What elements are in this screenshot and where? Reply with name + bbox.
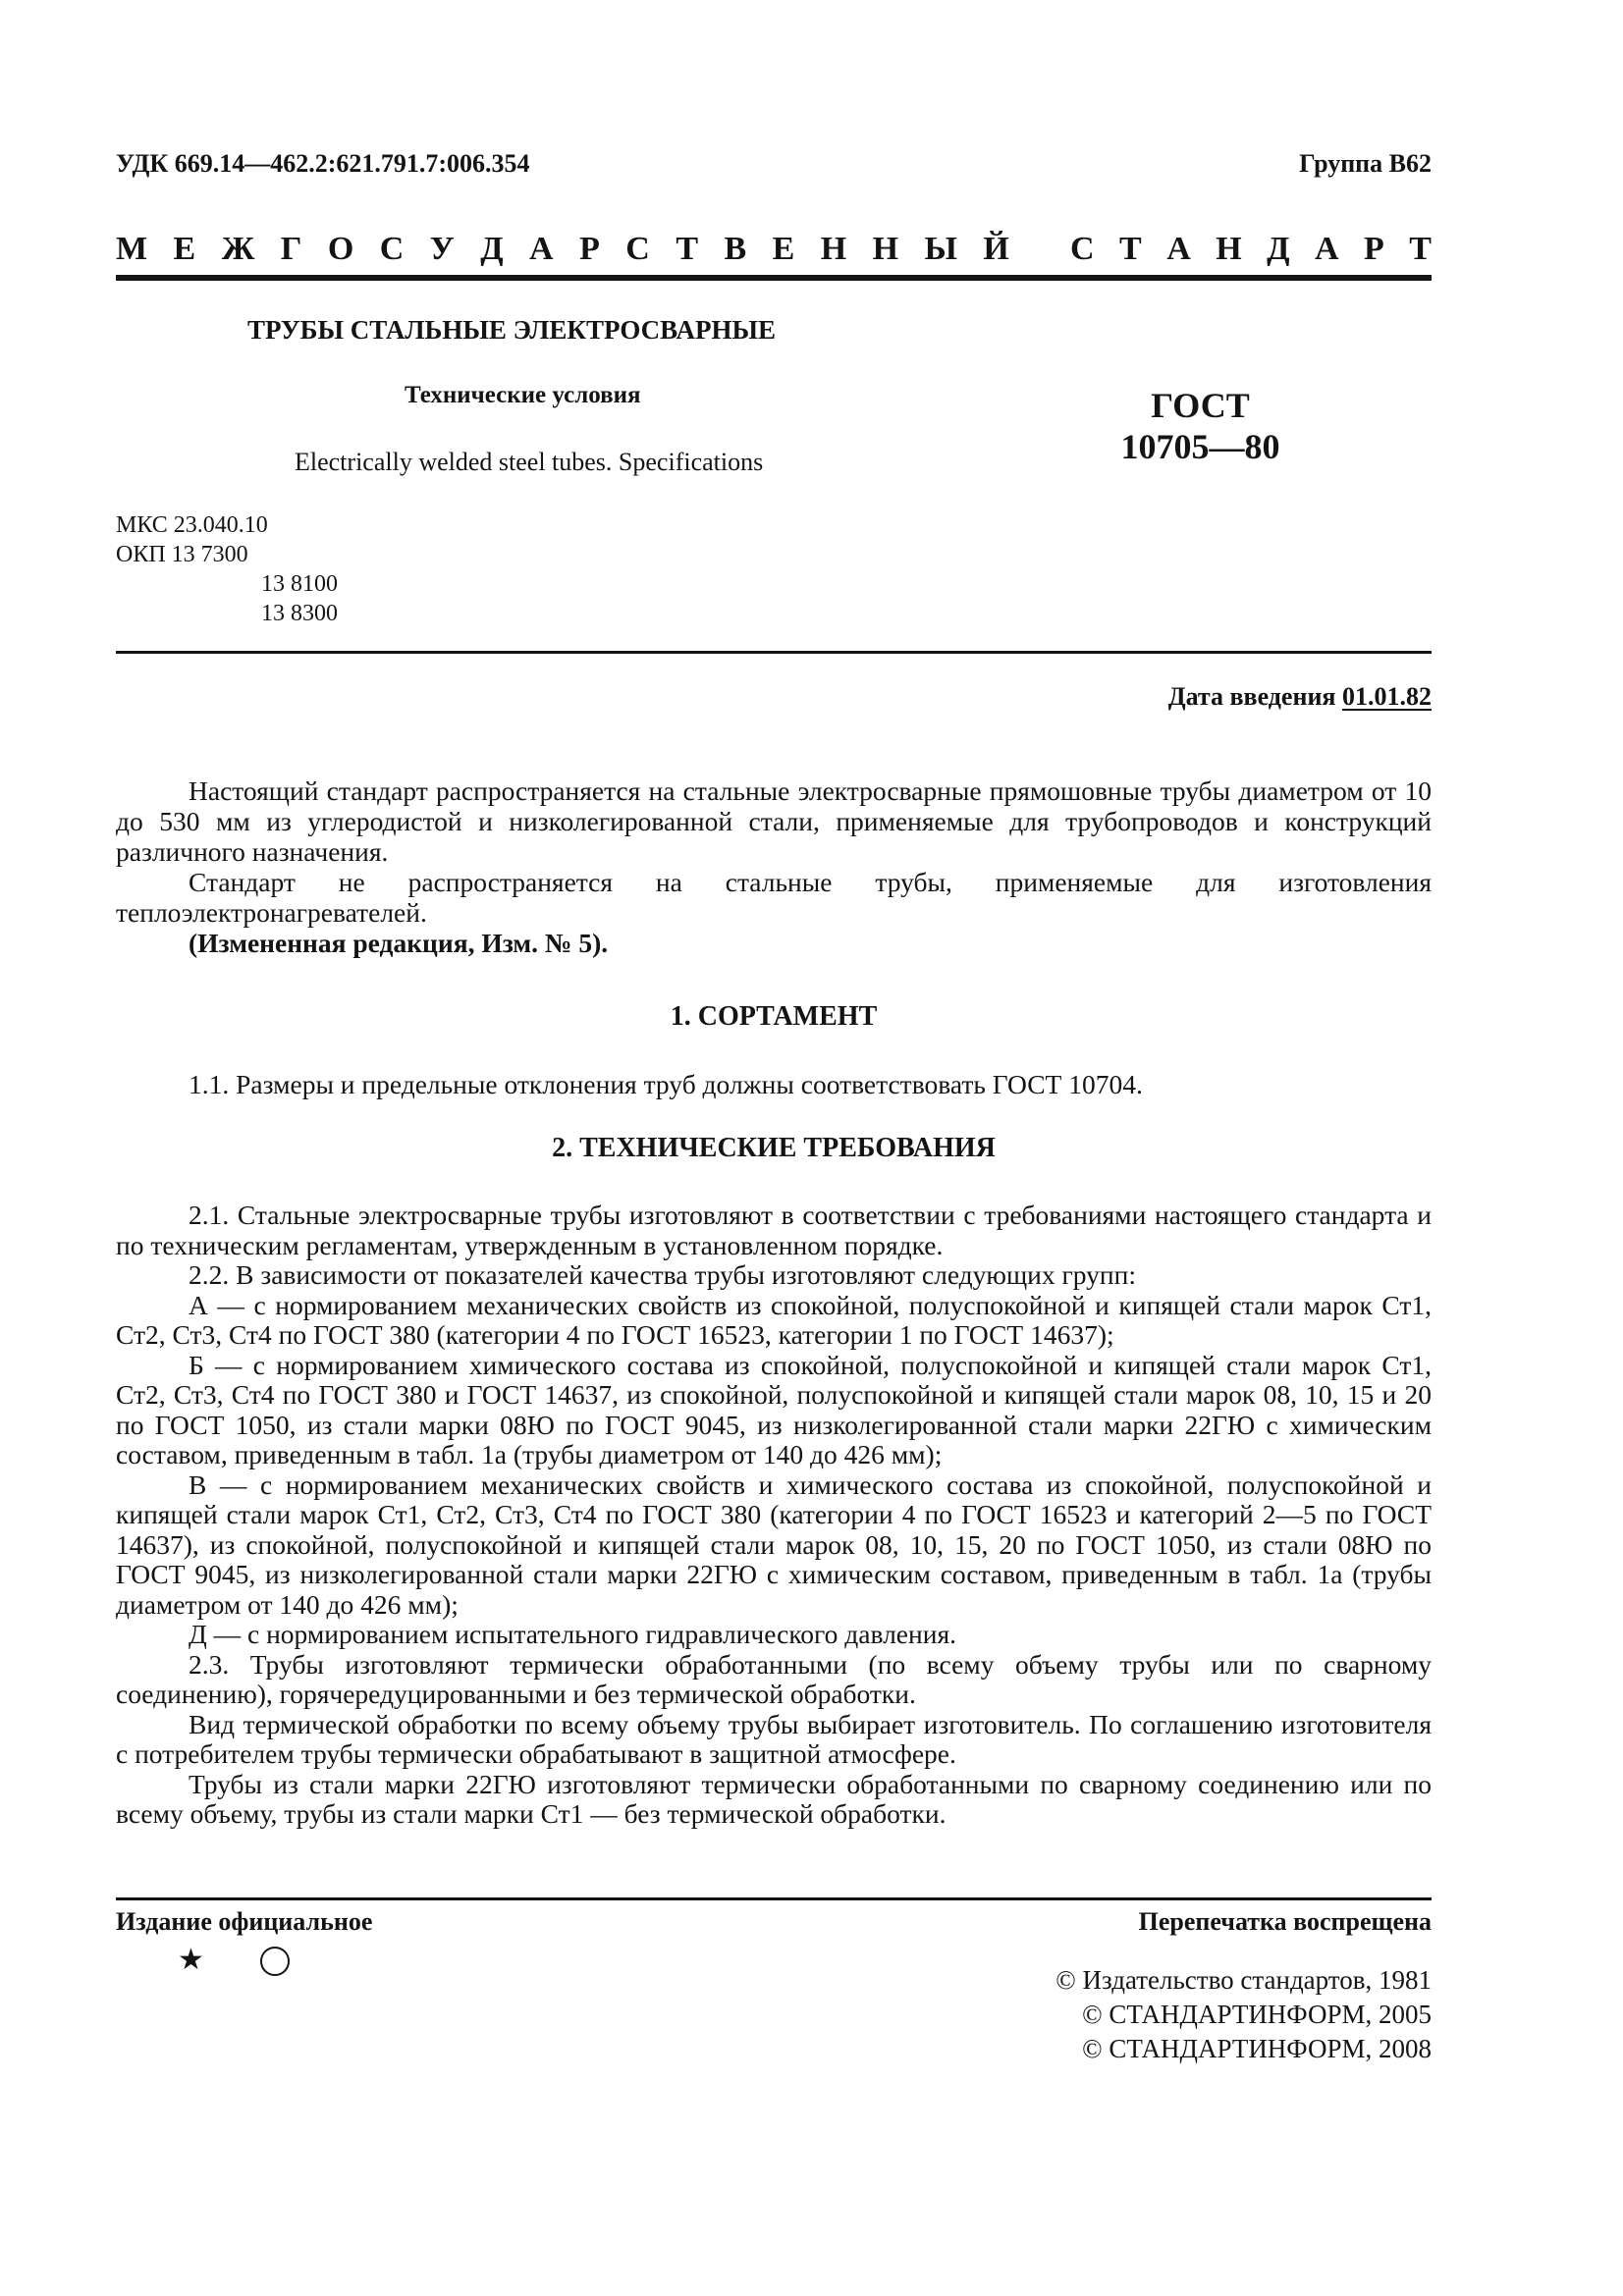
banner-letter: Т: [1409, 231, 1432, 267]
paragraph: Стандарт не распространяется на стальные трубы, применяемые для изготовления теплоэлектронагревателей.: [116, 867, 1432, 928]
copyright-line: © СТАНДАРТИНФОРМ, 2005: [1082, 2000, 1432, 2029]
circle-icon: [260, 1947, 290, 1976]
banner-letter: У: [429, 231, 455, 267]
section-heading: 2. ТЕХНИЧЕСКИЕ ТРЕБОВАНИЯ: [552, 1133, 996, 1163]
paragraph: 1.1. Размеры и предельные отклонения труб должны соответствовать ГОСТ 10704.: [189, 1069, 1143, 1099]
banner-letter: Г: [280, 231, 302, 267]
banner-letter: С: [625, 231, 650, 267]
section-2-body: [116, 1201, 1432, 1830]
introduction-date: [1168, 682, 1432, 712]
banner-letter: А: [1315, 231, 1339, 267]
banner-letter: Р: [1364, 231, 1384, 267]
paragraph: Настоящий стандарт распространяется на стальные электросварные прямошовные трубы диаметром от 10 до 530 мм из углеродистой и низколегированной стали, применяемые для трубопроводов и конструкций различного назначения.: [116, 775, 1432, 867]
english-title: Electrically welded steel tubes. Specifications: [295, 448, 764, 476]
banner-letter: Ж: [221, 231, 255, 267]
paragraph: Вид термической обработки по всему объему трубы выбирает изготовитель. По соглашению изготовителя с потребителем трубы термически обрабатывают в защитной атмосфере.: [116, 1708, 1432, 1769]
gost-number: 10705—80: [1120, 427, 1280, 466]
banner-letter: А: [529, 231, 554, 267]
section-heading: 1. СОРТАМЕНТ: [670, 1001, 878, 1032]
okp-code: 13 8300: [261, 601, 338, 626]
banner-letter: Ы: [924, 231, 957, 267]
classification-codes: [116, 510, 338, 628]
banner-word-2: [1070, 231, 1432, 268]
paragraph: 2.2. В зависимости от показателей качества трубы изготовляют следующих групп:: [189, 1259, 1136, 1290]
paragraph: Трубы из стали марки 22ГЮ изготовляют термически обработанными по сварному соединению или по всему объему, трубы из стали марки Ст1 — без термической обработки.: [116, 1768, 1432, 1829]
group-code: Группа В62: [1299, 149, 1432, 178]
banner-letter: С: [1070, 231, 1095, 267]
banner-letter: Д: [1267, 231, 1290, 267]
banner-letter: Н: [1216, 231, 1242, 267]
intro-section: [116, 775, 1432, 958]
banner-letter: Й: [983, 231, 1009, 267]
banner-letter: Е: [173, 231, 196, 267]
footer-divider: [116, 1897, 1432, 1900]
banner-letter: В: [724, 231, 747, 267]
copyright-line: © СТАНДАРТИНФОРМ, 2008: [1082, 2034, 1432, 2063]
banner-word-1: [116, 231, 1009, 268]
copyright-block: [1055, 1963, 1432, 2066]
okp-code: 13 8100: [261, 571, 338, 597]
banner-letter: Н: [872, 231, 899, 267]
star-icon: ★: [178, 1944, 204, 1976]
banner-letter: Н: [820, 231, 847, 267]
banner-letter: С: [379, 231, 405, 267]
paragraph: 2.3. Трубы изготовляют термически обработанными (по всему объему трубы или по сварному соединению), горячередуцированными и без термической обработки.: [116, 1648, 1432, 1709]
official-edition: Издание официальное: [116, 1907, 373, 1936]
header-divider: [116, 651, 1432, 654]
date-value: 01.01.82: [1342, 682, 1432, 711]
paragraph: 2.1. Стальные электросварные трубы изготовляют в соответствии с требованиями настоящего стандарта и по техническим регламентам, утвержденным в установленном порядке.: [116, 1200, 1432, 1260]
banner-letter: Т: [676, 231, 698, 267]
banner-letter: Т: [1119, 231, 1142, 267]
reprint-prohibited: Перепечатка воспрещена: [1138, 1907, 1432, 1936]
section-1-body: [116, 1069, 1432, 1099]
banner-rule: [116, 275, 1432, 281]
banner-letter: Д: [480, 231, 504, 267]
banner-letter: О: [327, 231, 354, 267]
banner-letter: Е: [772, 231, 795, 267]
okp-code: ОКП 13 7300: [116, 542, 248, 567]
paragraph: Б — с нормированием химического состава из спокойной, полуспокойной и кипящей стали марок Ст1, Ст2, Ст3, Ст4 по ГОСТ 380 и ГОСТ 14637, из спокойной, полуспокойной и кипящей стали марок 08, 10, 15 и 20 по ГОСТ 1050, из стали марки 08Ю по ГОСТ 9045, из низколегированной стали марки 22ГЮ с химическим составом, приведенным в табл. 1а (трубы диаметром от 140 до 426 мм);: [116, 1349, 1432, 1469]
gost-label: ГОСТ: [1151, 386, 1250, 425]
paragraph: Д — с нормированием испытательного гидравлического давления.: [189, 1619, 956, 1649]
banner-letter: Р: [579, 231, 600, 267]
paragraph: А — с нормированием механических свойств из спокойной, полуспокойной и кипящей стали марок Ст1, Ст2, Ст3, Ст4 по ГОСТ 380 (категории 4 по ГОСТ 16523, категории 1 по ГОСТ 14637);: [116, 1289, 1432, 1350]
banner-letter: А: [1166, 231, 1191, 267]
document-subtitle: Технические условия: [405, 382, 641, 408]
gost-designation: [1060, 385, 1340, 467]
paragraph: В — с нормированием механических свойств и химического состава из спокойной, полуспокойной и кипящей стали марок Ст1, Ст2, Ст3, Ст4 по ГОСТ 380 (категории 4 по ГОСТ 16523 и категорий 2—5 по ГОСТ 14637), из спокойной, полуспокойной и кипящей стали марок 08, 10, 15, 20 по ГОСТ 1050, из стали 08Ю по ГОСТ 9045, из низколегированной стали марки 22ГЮ с химическим составом, приведенным в табл. 1а (трубы диаметром от 140 до 426 мм);: [116, 1468, 1432, 1620]
date-label: Дата введения: [1167, 682, 1336, 711]
mks-code: МКС 23.040.10: [116, 512, 268, 538]
banner-letter: М: [116, 231, 148, 267]
copyright-line: © Издательство стандартов, 1981: [1055, 1965, 1432, 1995]
amendment-note: (Измененная редакция, Изм. № 5).: [189, 928, 609, 958]
interstate-standard-banner: [116, 230, 1432, 269]
document-title: ТРУБЫ СТАЛЬНЫЕ ЭЛЕКТРОСВАРНЫЕ: [247, 315, 776, 345]
udk-code: УДК 669.14—462.2:621.791.7:006.354: [116, 149, 530, 178]
